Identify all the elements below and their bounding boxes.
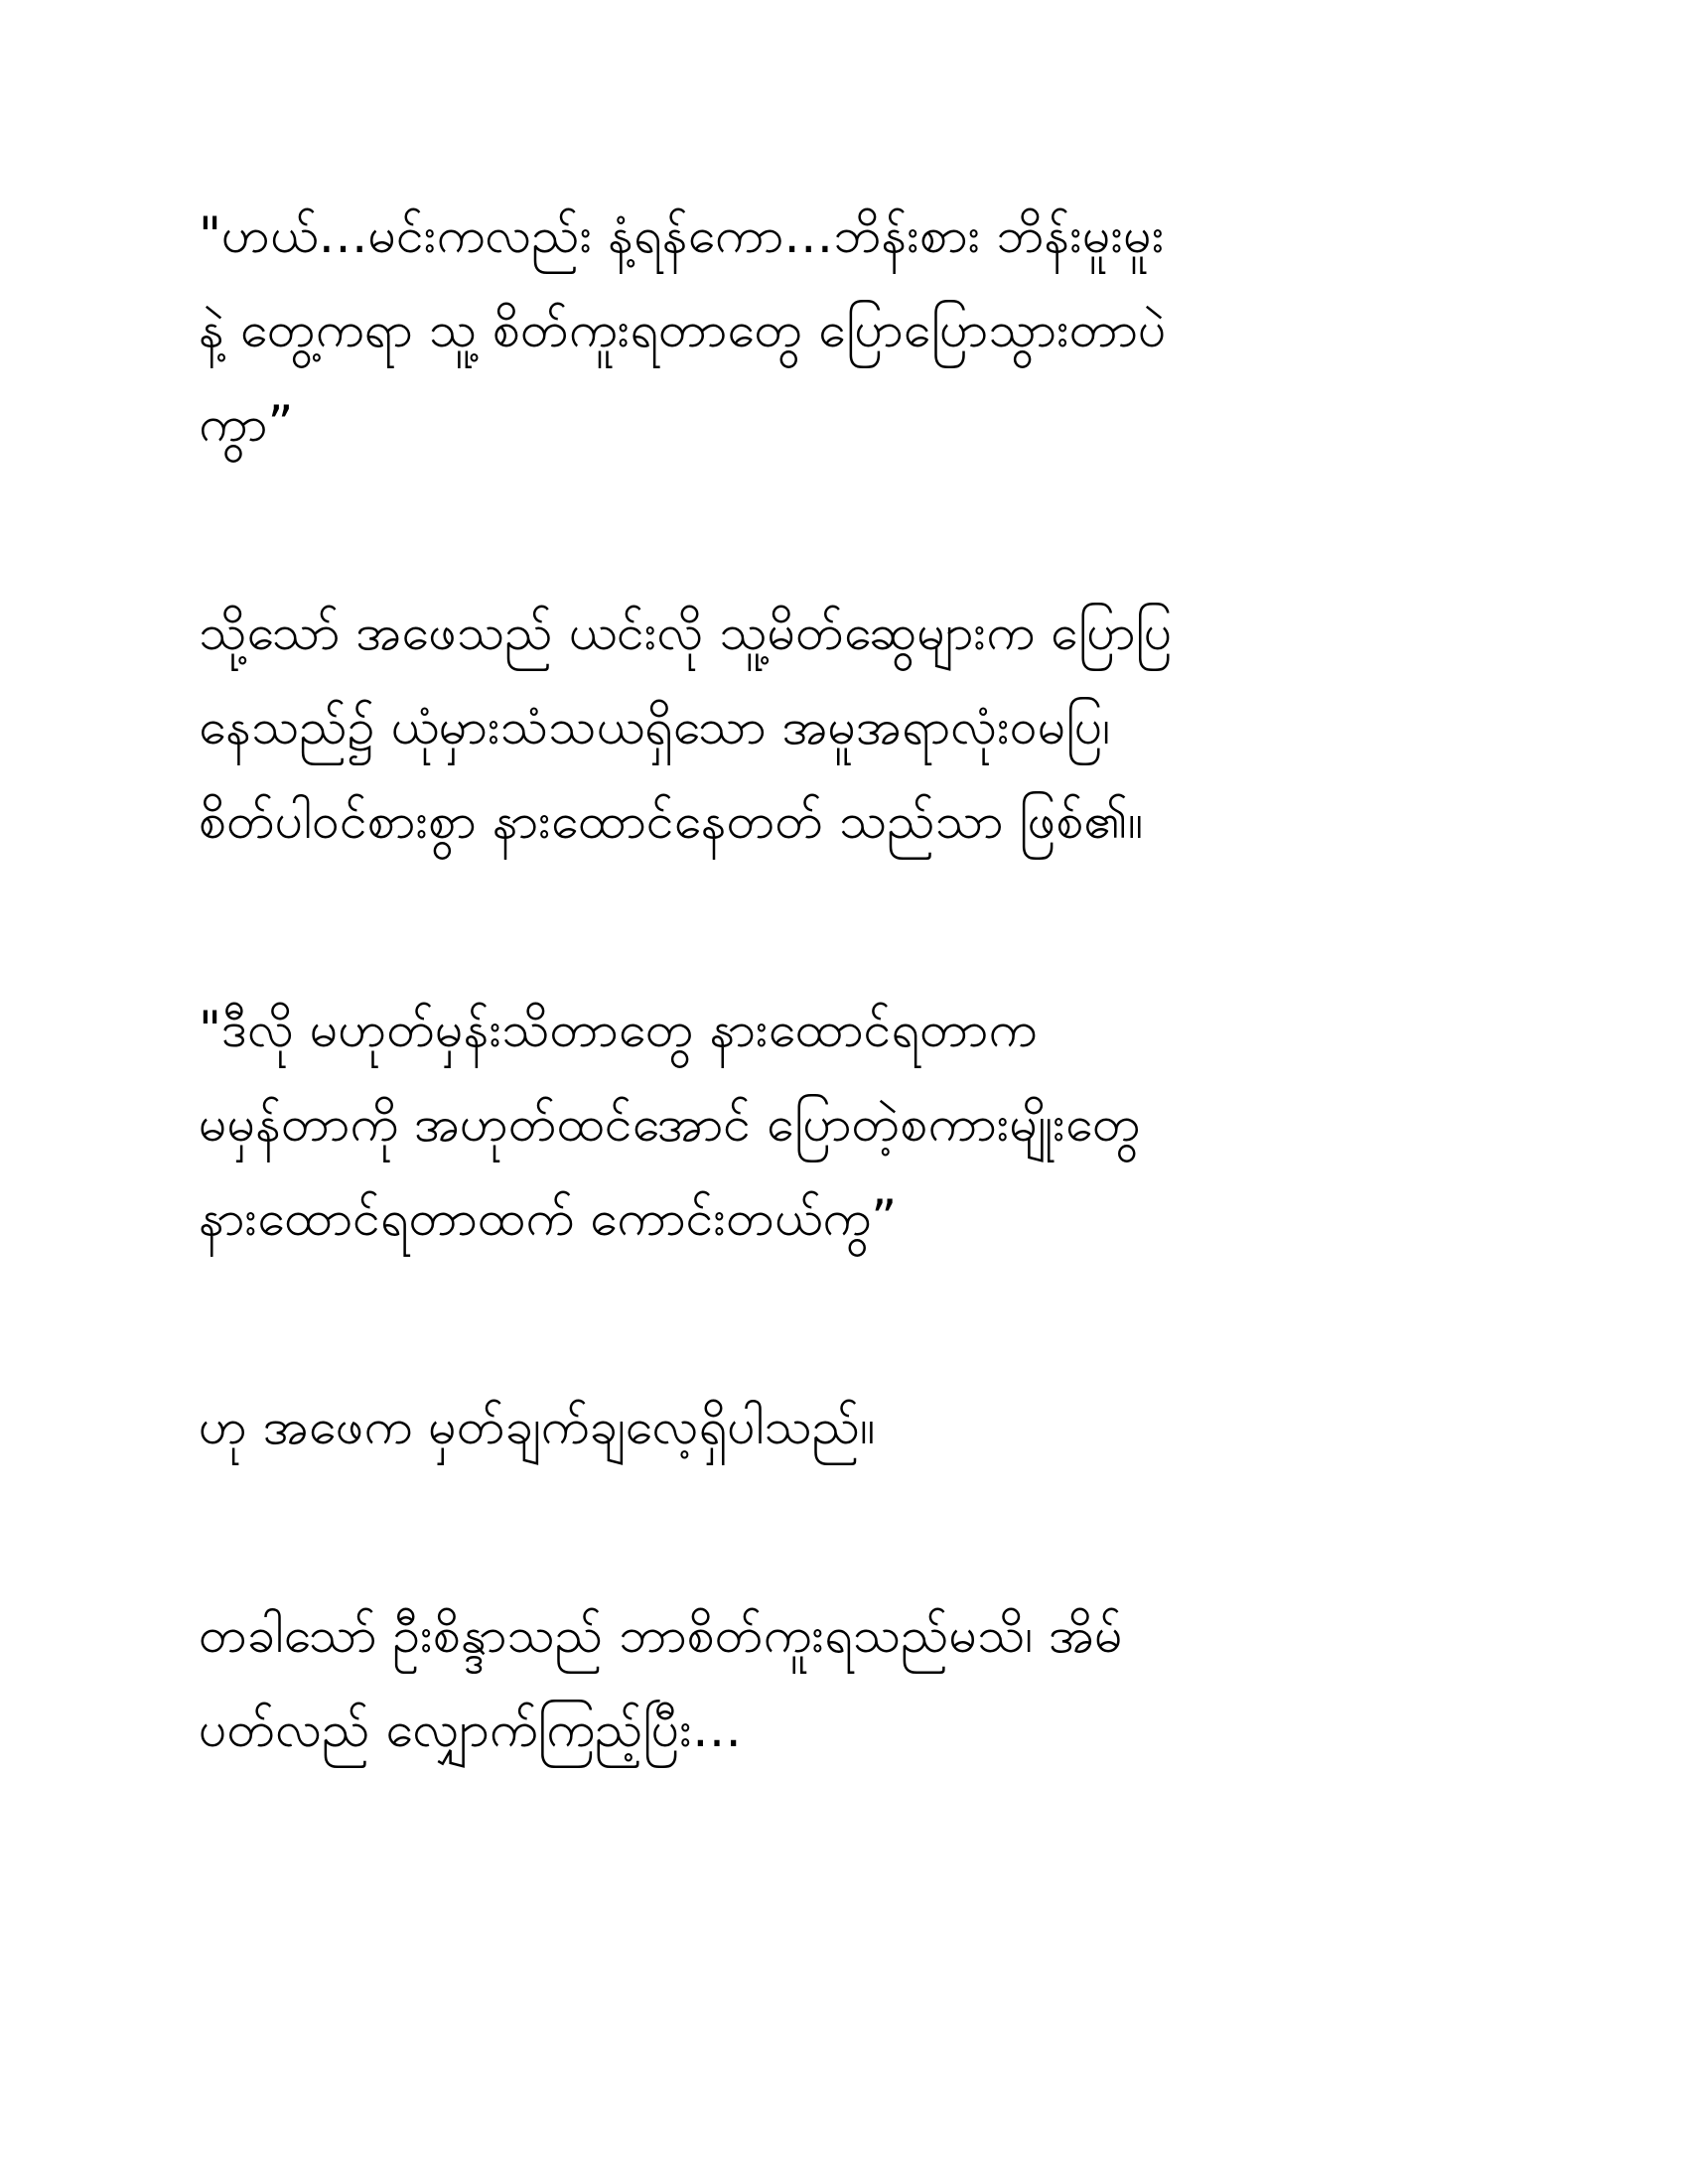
paragraph-4: ဟု အဖေက မှတ်ချက်ချလေ့ရှိပါသည်။ xyxy=(199,1398,876,1455)
paragraph-1: "ဟယ်…မင်းကလည်း နံ့ရန်ကော…ဘိန်းစား ဘိန်းမူးမူး နဲ့ တွေ့ကရာ သူ့ စိတ်ကူးရတာတွေ ပြောပြောသွားတာပဲ ကွာ” xyxy=(199,206,1167,453)
text-body xyxy=(199,189,1489,1777)
paragraph-5: တခါသော် ဦးစိန္ဒာသည် ဘာစိတ်ကူးရသည်မသိ၊ အိမ် ပတ်လည် လျှောက်ကြည့်ပြီး… xyxy=(199,1606,1123,1758)
paragraph-2: သို့သော် အဖေသည် ယင်းလို သူ့မိတ်ဆွေများက ပြောပြ နေသည်၌ ယုံမှားသံသယရှိသော အမူအရာလုံးဝမပြ၊ စိတ်ပါဝင်စားစွာ နားထောင်နေတတ် သည်သာ ဖြစ်၏။ xyxy=(199,604,1173,850)
paragraph-3: "ဒီလို မဟုတ်မှန်းသိတာတွေ နားထောင်ရတာက မမှန်တာကို အဟုတ်ထင်အောင် ပြောတဲ့စကားမျိုးတွေ နားထောင်ရတာထက် ကောင်းတယ်ကွ” xyxy=(199,1001,1141,1247)
